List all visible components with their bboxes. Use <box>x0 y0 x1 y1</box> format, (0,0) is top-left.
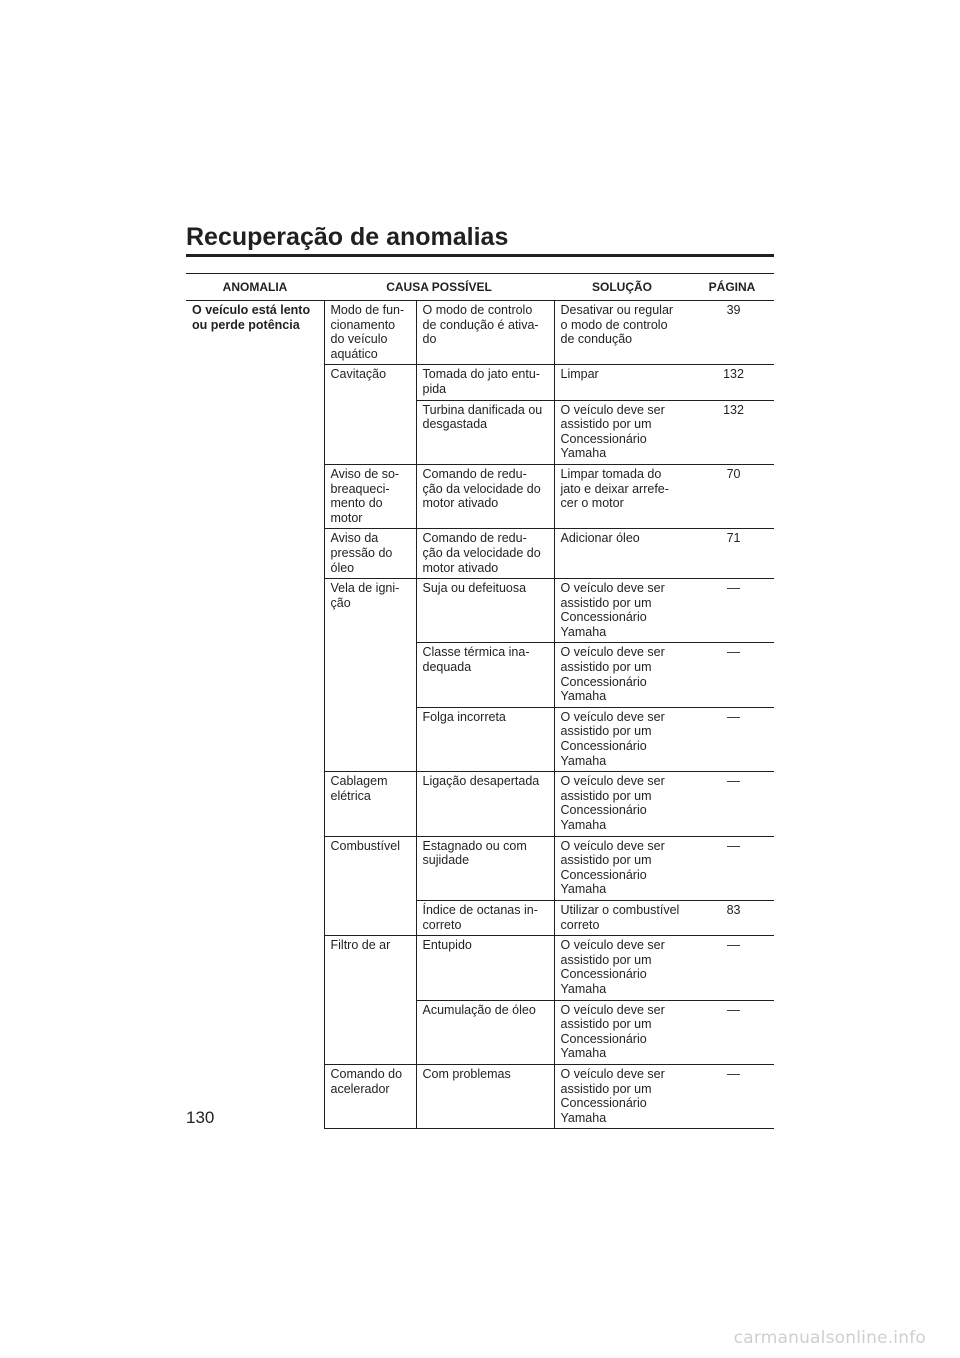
cause-cell: Filtro de ar <box>324 936 416 1065</box>
title-rule <box>186 254 774 257</box>
page-cell: 83 <box>690 900 774 935</box>
solution-cell: Adicionar óleo <box>554 529 690 579</box>
page-cell: 132 <box>690 400 774 464</box>
cause-detail-cell: Classe térmica ina- dequada <box>416 643 554 707</box>
cause-detail-cell: Tomada do jato entu- pida <box>416 365 554 400</box>
page-cell: — <box>690 1000 774 1064</box>
cause-detail-cell: Acumulação de óleo <box>416 1000 554 1064</box>
page-cell: 39 <box>690 301 774 365</box>
solution-cell: O veículo deve ser assistido por um Concessionário Yamaha <box>554 400 690 464</box>
cause-detail-cell: Comando de redu- ção da velocidade do motor ativado <box>416 464 554 528</box>
page-number: 130 <box>186 1108 215 1127</box>
page-cell: — <box>690 772 774 836</box>
solution-cell: Utilizar o combustível correto <box>554 900 690 935</box>
cause-cell: Cavitação <box>324 365 416 465</box>
page-cell: — <box>690 1064 774 1128</box>
table-body <box>186 301 774 1129</box>
page-cell: — <box>690 836 774 900</box>
cause-detail-cell: Ligação desapertada <box>416 772 554 836</box>
solution-cell: Limpar tomada do jato e deixar arrefe- cer o motor <box>554 464 690 528</box>
cause-detail-cell: Entupido <box>416 936 554 1000</box>
cause-cell: Cablagem elétrica <box>324 772 416 836</box>
cause-detail-cell: Índice de octanas in- correto <box>416 900 554 935</box>
solution-cell: O veículo deve ser assistido por um Concessionário Yamaha <box>554 836 690 900</box>
anomaly-cell: O veículo está lento ou perde potência <box>186 301 324 1129</box>
troubleshooting-table <box>186 273 774 1129</box>
table-header-row <box>186 274 774 301</box>
page-cell: — <box>690 579 774 643</box>
solution-cell: O veículo deve ser assistido por um Concessionário Yamaha <box>554 772 690 836</box>
page-cell: — <box>690 936 774 1000</box>
header-possible-cause: CAUSA POSSÍVEL <box>324 274 554 301</box>
cause-cell: Combustível <box>324 836 416 936</box>
cause-cell: Aviso da pressão do óleo <box>324 529 416 579</box>
cause-detail-cell: Folga incorreta <box>416 707 554 771</box>
page-cell: — <box>690 707 774 771</box>
page-title: Recuperação de anomalias <box>186 223 509 251</box>
header-page: PÁGINA <box>690 274 774 301</box>
cause-cell: Vela de igni- ção <box>324 579 416 772</box>
cause-detail-cell: Suja ou defeituosa <box>416 579 554 643</box>
watermark: carmanualsonline.info <box>733 1328 926 1348</box>
table-row <box>186 301 774 365</box>
solution-cell: O veículo deve ser assistido por um Concessionário Yamaha <box>554 936 690 1000</box>
cause-detail-cell: O modo de controlo de condução é ativa- do <box>416 301 554 365</box>
header-anomaly: ANOMALIA <box>186 274 324 301</box>
cause-cell: Modo de fun- cionamento do veículo aquático <box>324 301 416 365</box>
cause-detail-cell: Estagnado ou com sujidade <box>416 836 554 900</box>
solution-cell: O veículo deve ser assistido por um Concessionário Yamaha <box>554 579 690 643</box>
page-cell: — <box>690 643 774 707</box>
cause-detail-cell: Turbina danificada ou desgastada <box>416 400 554 464</box>
header-solution: SOLUÇÃO <box>554 274 690 301</box>
solution-cell: Limpar <box>554 365 690 400</box>
cause-cell: Comando do acelerador <box>324 1064 416 1128</box>
page-cell: 71 <box>690 529 774 579</box>
solution-cell: O veículo deve ser assistido por um Concessionário Yamaha <box>554 707 690 771</box>
cause-cell: Aviso de so- breaqueci- mento do motor <box>324 464 416 528</box>
solution-cell: O veículo deve ser assistido por um Concessionário Yamaha <box>554 1064 690 1128</box>
page-cell: 70 <box>690 464 774 528</box>
solution-cell: Desativar ou regular o modo de controlo de condução <box>554 301 690 365</box>
solution-cell: O veículo deve ser assistido por um Concessionário Yamaha <box>554 1000 690 1064</box>
solution-cell: O veículo deve ser assistido por um Concessionário Yamaha <box>554 643 690 707</box>
cause-detail-cell: Comando de redu- ção da velocidade do motor ativado <box>416 529 554 579</box>
cause-detail-cell: Com problemas <box>416 1064 554 1128</box>
page-cell: 132 <box>690 365 774 400</box>
